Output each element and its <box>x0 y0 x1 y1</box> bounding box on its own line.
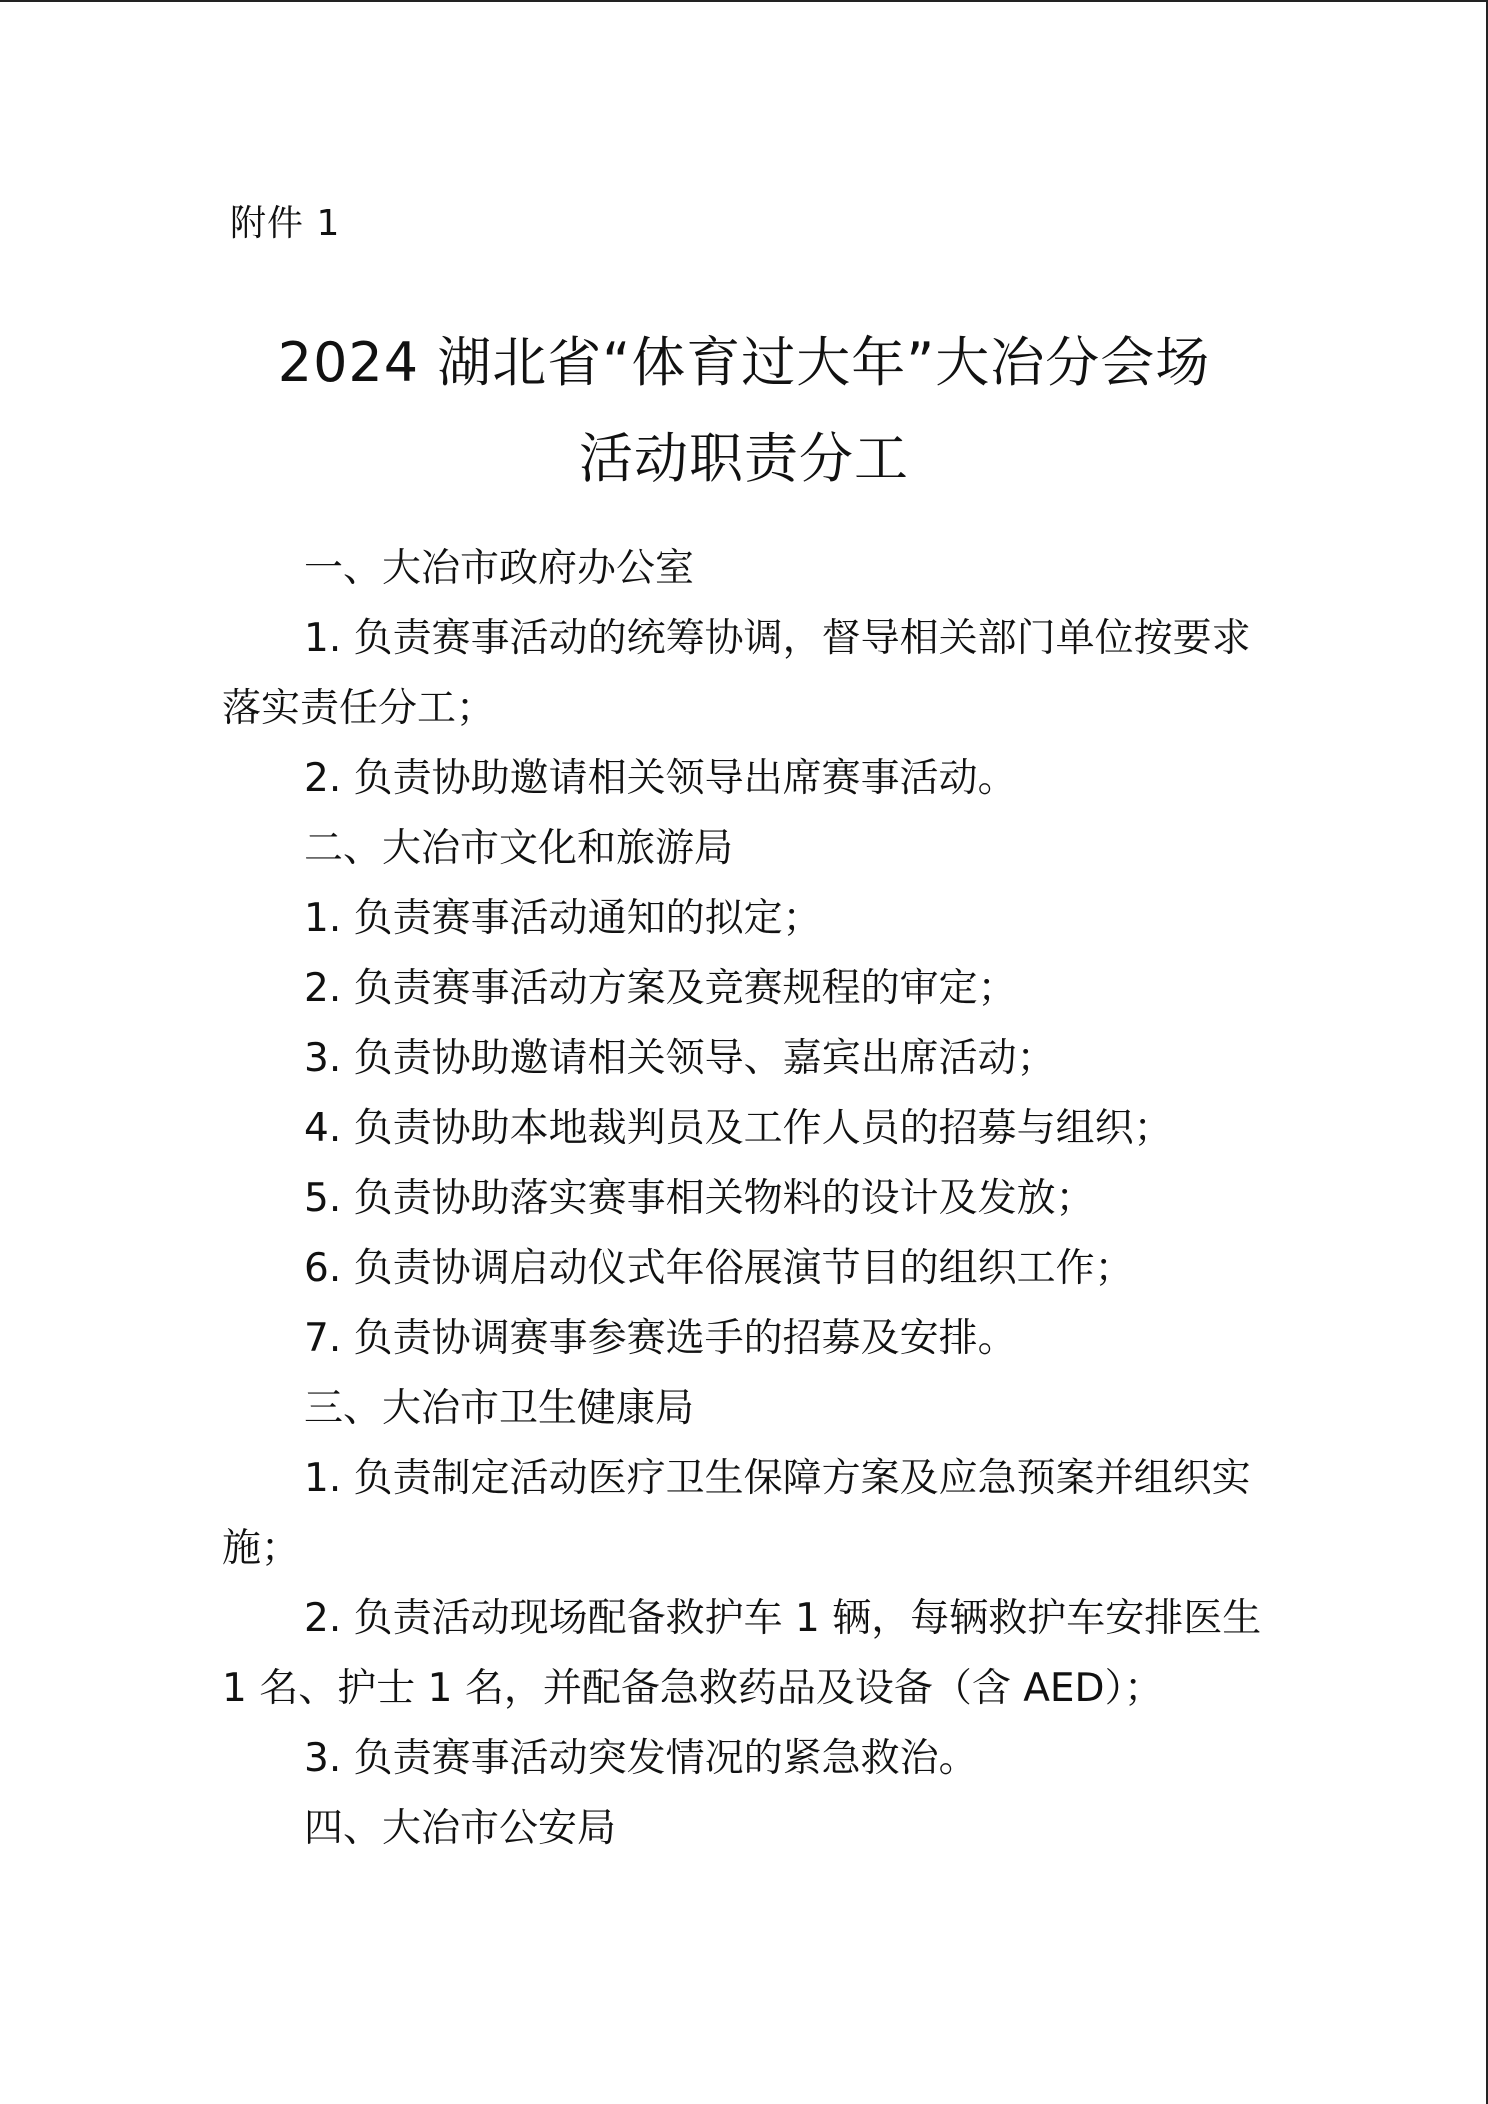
list-item: 2. 负责协助邀请相关领导出席赛事活动。 <box>304 756 1017 801</box>
document-title-line-1: 2024 湖北省“体育过大年”大冶分会场 <box>277 331 1211 394</box>
list-item: 7. 负责协调赛事参赛选手的招募及安排。 <box>304 1316 1017 1361</box>
section-heading: 一、大冶市政府办公室 <box>304 546 695 591</box>
document-title-line-2: 活动职责分工 <box>579 427 909 490</box>
section-heading: 三、大冶市卫生健康局 <box>304 1386 695 1431</box>
attachment-label: 附件 1 <box>230 203 341 244</box>
section-heading: 四、大冶市公安局 <box>304 1806 617 1851</box>
list-item: 6. 负责协调启动仪式年俗展演节目的组织工作； <box>304 1246 1134 1291</box>
list-item: 1. 负责制定活动医疗卫生保障方案及应急预案并组织实施； <box>222 1456 1251 1571</box>
list-item: 5. 负责协助落实赛事相关物料的设计及发放； <box>304 1176 1095 1221</box>
list-item: 2. 负责赛事活动方案及竞赛规程的审定； <box>304 966 1017 1011</box>
list-item: 1. 负责赛事活动的统筹协调，督导相关部门单位按要求落实责任分工； <box>222 616 1251 731</box>
document-body <box>222 534 1270 1864</box>
section-heading: 二、大冶市文化和旅游局 <box>304 826 734 871</box>
list-item: 4. 负责协助本地裁判员及工作人员的招募与组织； <box>304 1106 1173 1151</box>
list-item: 3. 负责赛事活动突发情况的紧急救治。 <box>304 1736 978 1781</box>
list-item: 2. 负责活动现场配备救护车 1 辆，每辆救护车安排医生 1 名、护士 1 名，并配备急救药品及设备（含 AED）； <box>222 1596 1262 1711</box>
list-item: 1. 负责赛事活动通知的拟定； <box>304 896 822 941</box>
list-item: 3. 负责协助邀请相关领导、嘉宾出席活动； <box>304 1036 1056 1081</box>
